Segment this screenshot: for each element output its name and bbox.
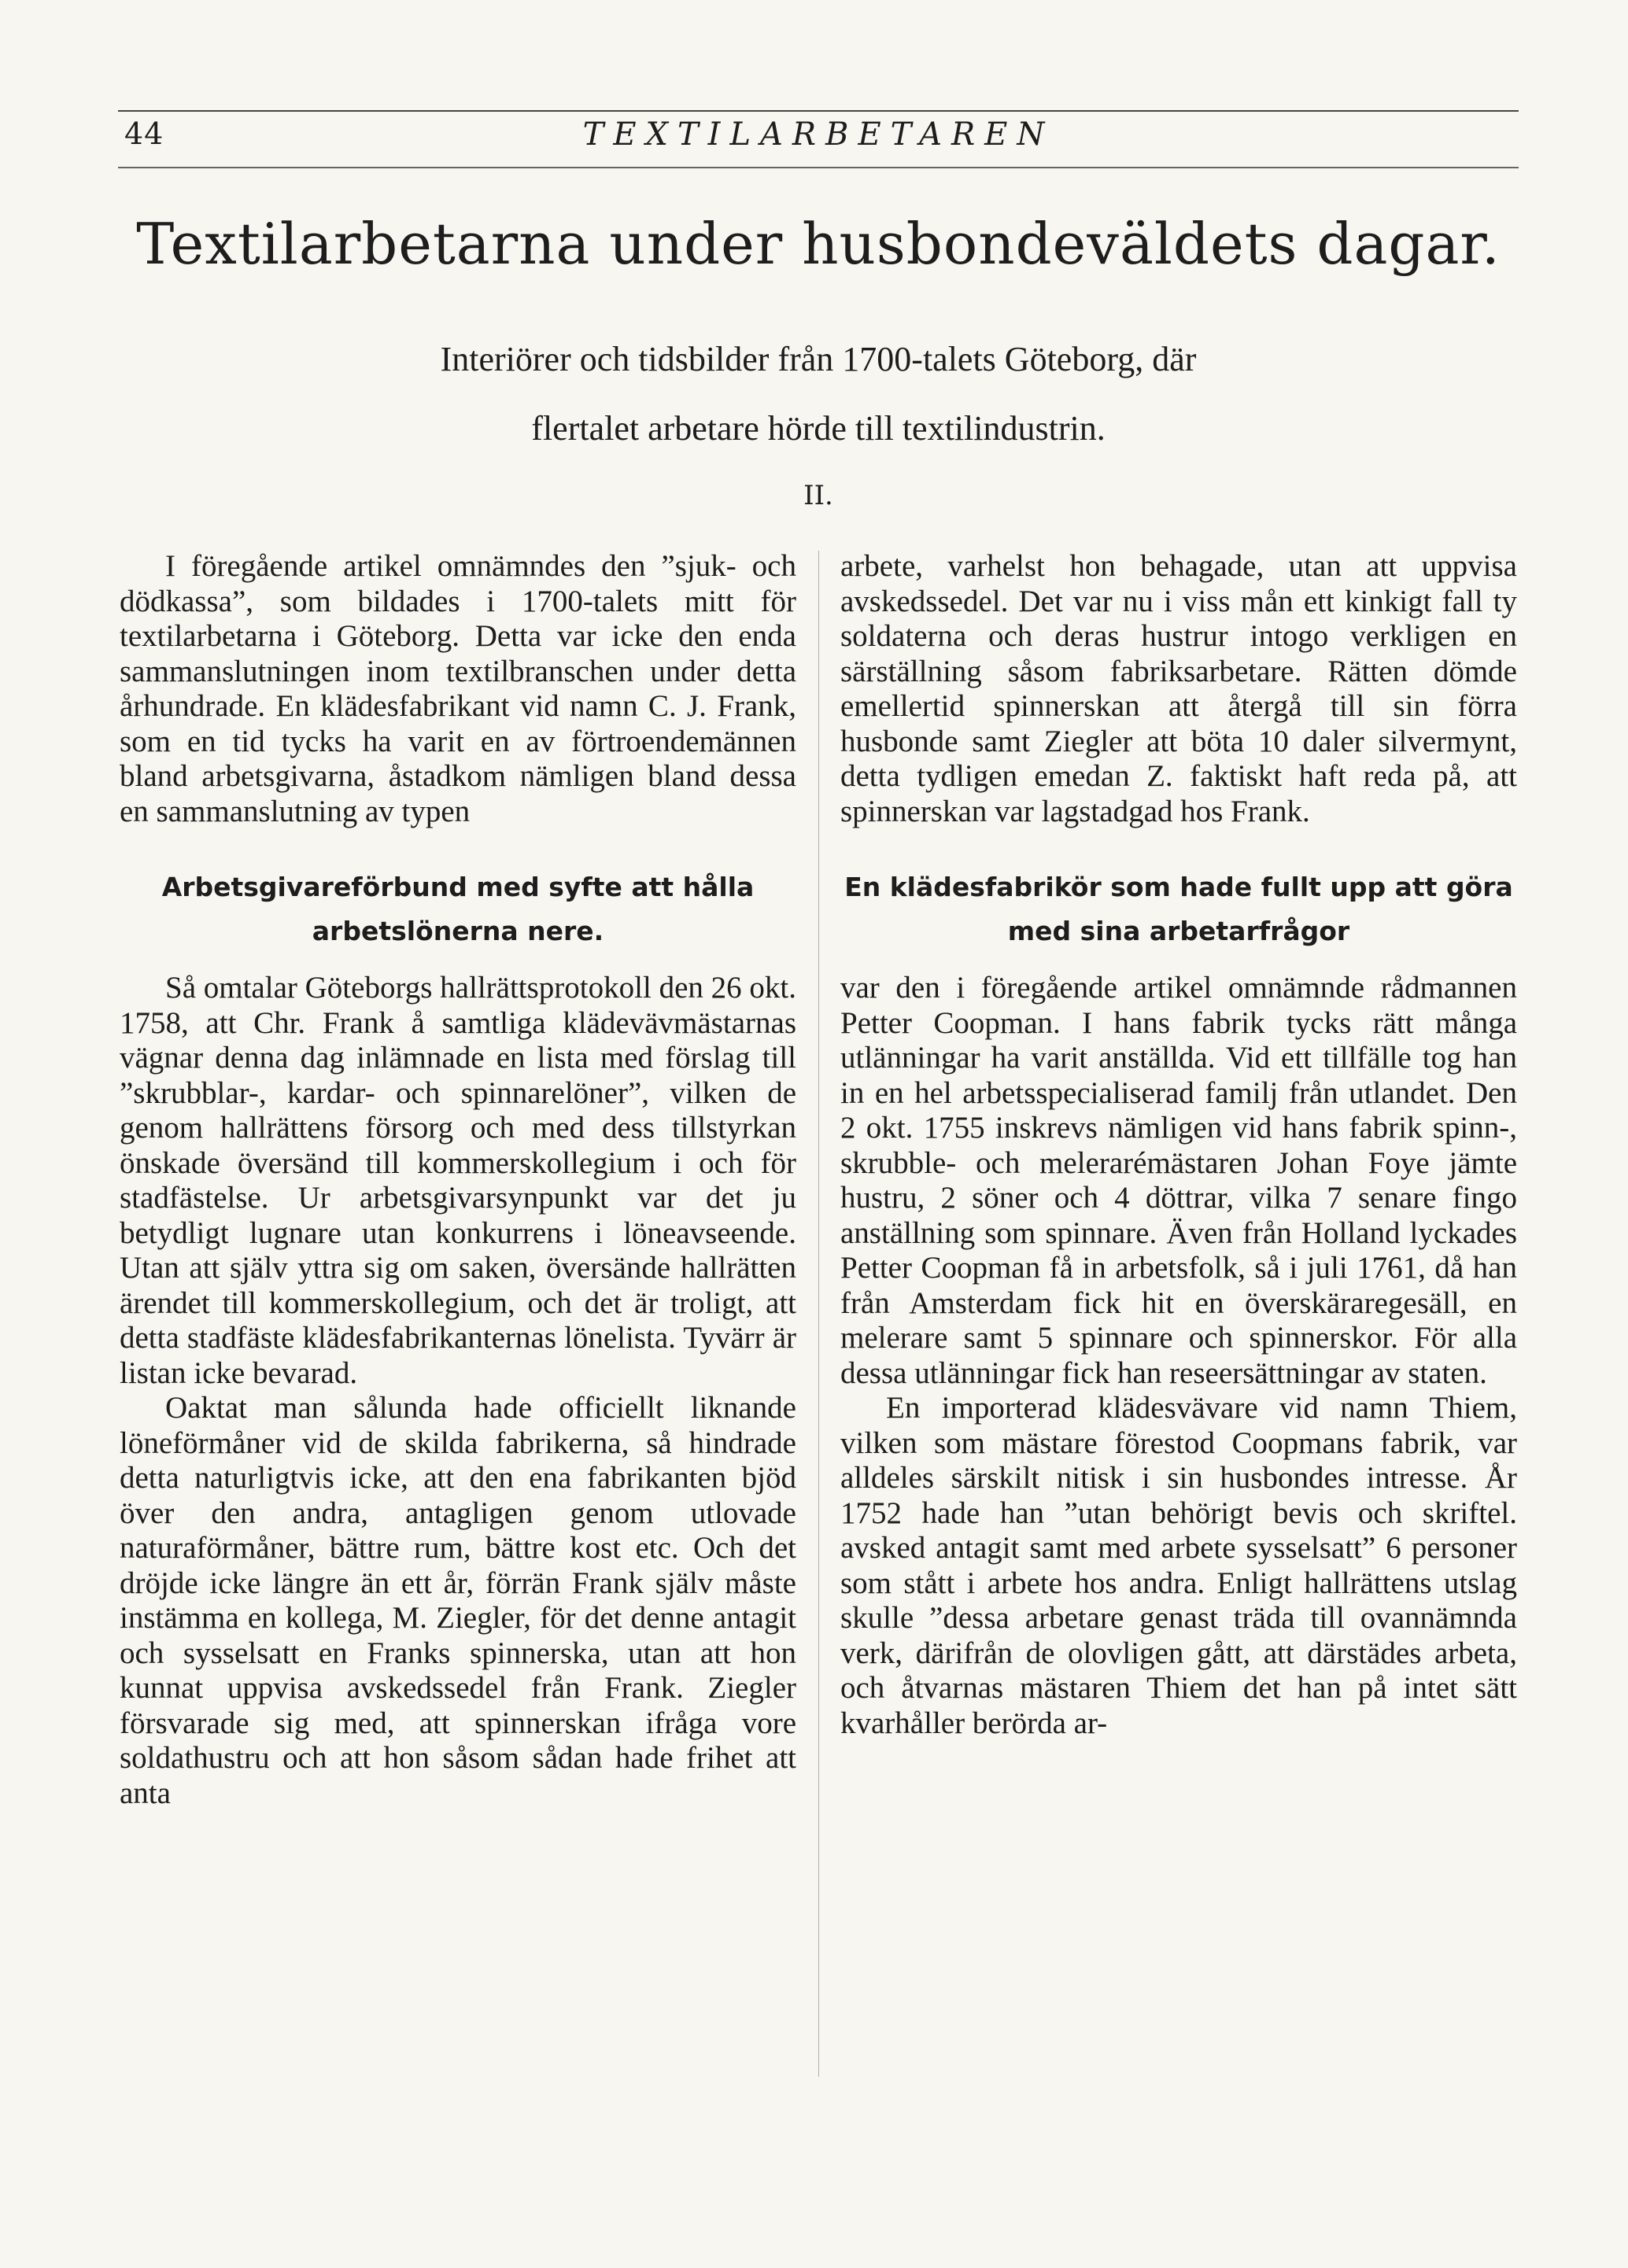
left-column [120, 549, 796, 1811]
publication-masthead: TEXTILARBETAREN [582, 116, 1054, 153]
right-section-heading: En klädesfabrikör som hade fullt upp att göra med sina arbetarfrågor [844, 872, 1513, 946]
left-paragraph-2: Så omtalar Göteborgs hallrättsprotokoll den 26 okt. 1758, att Chr. Frank å samtliga klädevävmästarnas vägnar denna dag inlämnade en lista med förslag till ”skrubblar-, kardar- och spinnarelöner”, vilken de genom hallrättens försorg och med dess tillstyrkan önskade översänd till kommerskollegium i och för stadfästelse. Ur arbetsgivarsynpunkt var det ju betydligt lugnare utan konkurrens i löneavseende. Utan att själv yttra sig om saken, översände hallrätten ärendet till kommerskollegium, och det är troligt, att detta stadfäste klädesfabrikanternas lönelista. Tyvärr är listan icke bevarad. [120, 971, 796, 1390]
right-column [840, 549, 1517, 1741]
article-title: Textilarbetarna under husbondeväldets dagar. [136, 211, 1501, 277]
left-paragraph-1: I föregående artikel omnämndes den ”sjuk- och dödkassa”, som bildades i 1700-talets mitt för textilarbetarna i Göteborg. Detta var icke den enda sammanslutningen inom textilbranschen under detta århundrade. En klädesfabrikant vid namn C. J. Frank, som en tid tycks ha varit en av förtroendemännen bland arbetsgivarna, åstadkom nämligen bland dessa en sammanslutning av typen [120, 549, 796, 828]
article-subtitle [118, 325, 1519, 463]
column-divider [818, 551, 819, 2077]
right-paragraph-2: var den i föregående artikel omnämnde rådmannen Petter Coopman. I hans fabrik tycks rätt många utlänningar ha varit anställda. Vid ett tillfälle tog han in en hel arbetsspecialiserad familj från utlandet. Den 2 okt. 1755 inskrevs nämligen vid hans fabrik spinn-, skrubble- och melerarémästaren Johan Foye jämte hustru, 2 söner och 4 döttrar, vilka 7 senare fingo anställning som spinnare. Även från Holland lyckades Petter Coopman få in arbetsfolk, så i juli 1761, då han från Amsterdam fick hit en överskäraregesäll, en melerare samt 5 spinnare och spinnerskor. För alla dessa utlänningar fick han reseersättningar av staten. [840, 971, 1517, 1390]
page-number: 44 [124, 116, 164, 151]
subtitle-line-2: flertalet arbetare hörde till textilindustrin. [531, 409, 1106, 448]
left-paragraph-3: Oaktat man sålunda hade officiellt liknande löneförmåner vid de skilda fabrikerna, så hindrade detta naturligtvis icke, att den ena fabrikanten bjöd över den andra, antagligen genom utlovade naturaförmåner, bättre rum, bättre kost etc. Och det dröjde icke längre än ett år, förrän Frank själv måste instämma en kollega, M. Ziegler, för det denne antagit och sysselsatt en Franks spinnerska, utan att hon kunnat uppvisa avskedssedel från Frank. Ziegler försvarade sig med, att spinnerskan ifråga vore soldathustru och att hon såsom sådan hade frihet att anta [120, 1391, 796, 1810]
right-paragraph-1: arbete, varhelst hon behagade, utan att uppvisa avskedssedel. Det var nu i viss mån ett kinkigt fall ty soldaterna och deras hustrur intogo verkligen en särställning såsom fabriksarbetare. Rätten dömde emellertid spinnerskan att återgå till sin förra husbonde samt Ziegler att böta 10 daler silvermynt, detta tydligen emedan Z. faktiskt haft reda på, att spinnerskan var lagstadgad hos Frank. [840, 549, 1517, 828]
article-part-number: II. [803, 480, 833, 511]
header-rule-bottom [118, 167, 1519, 168]
right-paragraph-3: En importerad klädesvävare vid namn Thiem, vilken som mästare förestod Coopmans fabrik, var alldeles särskilt nitisk i sin husbondes intresse. År 1752 hade han ”utan behörigt bevis och skriftel. avsked antagit samt med arbete sysselsatt” 6 personer som stått i arbete hos andra. Enligt hallrättens utslag skulle ”dessa arbetare genast träda till ovannämnda verk, därifrån de olovligen gått, att därstädes arbeta, och åtvarnas mästaren Thiem det han på intet sätt kvarhåller berörda ar- [840, 1391, 1517, 1740]
left-section-heading: Arbetsgivareförbund med syfte att hålla arbetslönerna nere. [161, 872, 755, 946]
header-rule-top [118, 110, 1519, 112]
subtitle-line-1: Interiörer och tidsbilder från 1700-talets Göteborg, där [440, 340, 1197, 378]
